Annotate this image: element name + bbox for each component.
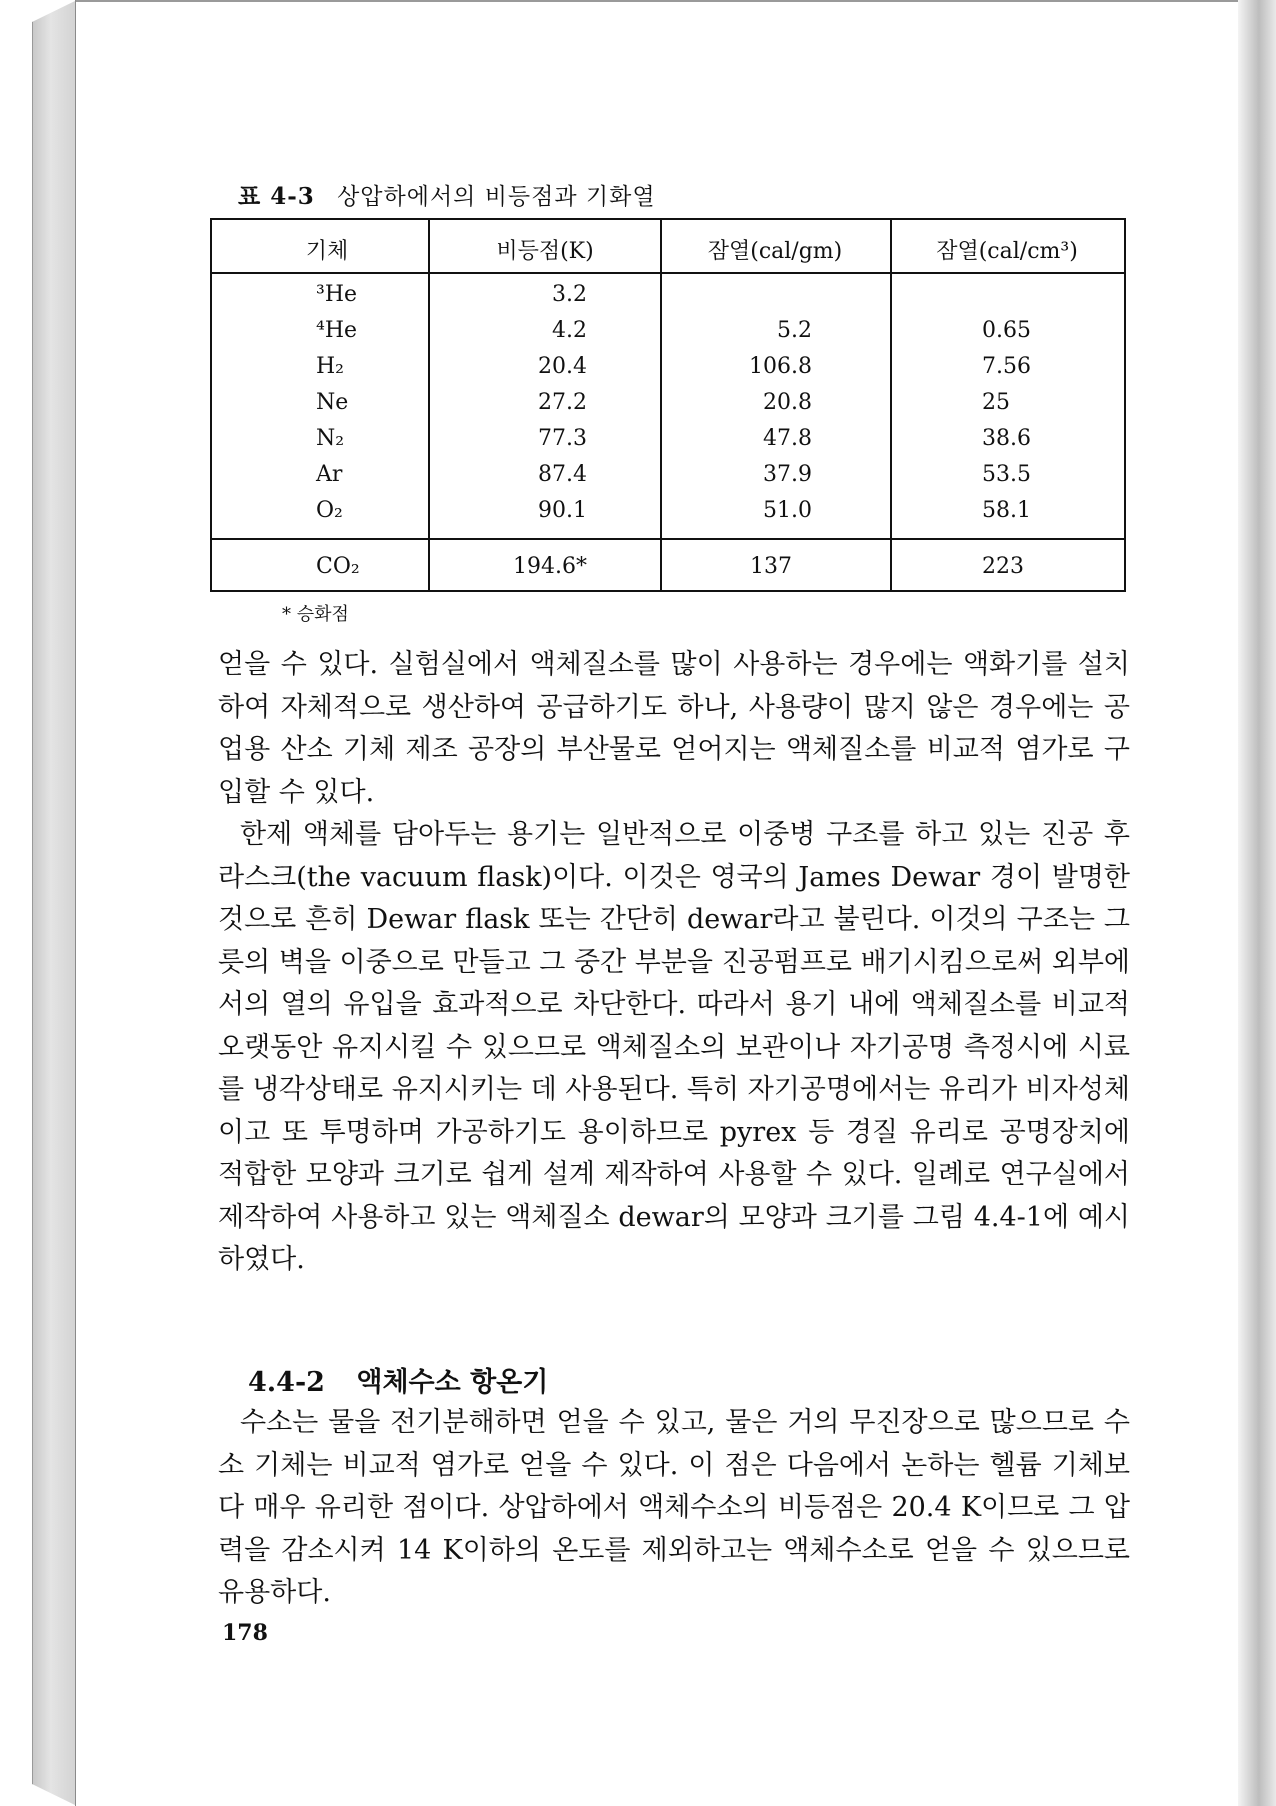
section-title: 액체수소 항온기 xyxy=(356,1367,549,1398)
latent-heat-gm-cell: 20.8 xyxy=(763,390,812,415)
section-number: 4.4-2 xyxy=(248,1367,325,1398)
book-left-edge xyxy=(32,0,77,1806)
boiling-point-cell: 87.4 xyxy=(538,462,587,487)
section-heading xyxy=(248,1360,548,1399)
table-caption xyxy=(238,178,656,211)
table-row xyxy=(212,462,1124,498)
latent-heat-gm-cell: 51.0 xyxy=(763,498,812,523)
boiling-point-cell: 20.4 xyxy=(538,354,587,379)
table-footer-divider xyxy=(212,538,1124,540)
gas-cell: ³He xyxy=(316,282,358,307)
latent-heat-cm3-cell: 25 xyxy=(982,390,1010,415)
gas-cell: CO₂ xyxy=(316,554,360,579)
gas-cell: N₂ xyxy=(316,426,345,451)
table-header-divider xyxy=(212,272,1124,274)
table-row xyxy=(212,318,1124,354)
table-row-co2 xyxy=(212,554,1124,590)
boiling-point-cell: 4.2 xyxy=(552,318,587,343)
body-text xyxy=(218,644,1130,1282)
section-body-text xyxy=(218,1402,1130,1615)
table-header-latent-heat-cm3: 잠열(cal/cm³) xyxy=(936,239,1078,264)
table-row xyxy=(212,498,1124,534)
boiling-point-table xyxy=(210,218,1126,592)
boiling-point-cell: 194.6* xyxy=(513,554,587,579)
latent-heat-cm3-cell: 7.56 xyxy=(982,354,1031,379)
latent-heat-cm3-cell: 53.5 xyxy=(982,462,1031,487)
paragraph: 한제 액체를 담아두는 용기는 일반적으로 이중병 구조를 하고 있는 진공 후라스크(the vacuum flask)이다. 이것은 영국의 James Dewar 경이 발명한 것으로 흔히 Dewar flask 또는 간단히 dewar라고 불린다. 이것의 구조는 그릇의 벽을 이중으로 만들고 그 중간 부분을 진공펌프로 배기시킴으로써 외부에서의 열의 유입을 효과적으로 차단한다. 따라서 용기 내에 액체질소를 비교적 오랫동안 유지시킬 수 있으므로 액체질소의 보관이나 자기공명 측정시에 시료를 냉각상태로 유지시키는 데 사용된다. 특히 자기공명에서는 유리가 비자성체이고 또 투명하며 가공하기도 용이하므로 pyrex 등 경질 유리로 공명장치에 적합한 모양과 크기로 쉽게 설계 제작하여 사용할 수 있다. 일례로 연구실에서 제작하여 사용하고 있는 액체질소 dewar의 모양과 크기를 그림 4.4-1에 예시하였다. xyxy=(218,819,1130,1275)
boiling-point-cell: 3.2 xyxy=(552,282,587,307)
table-row xyxy=(212,282,1124,318)
latent-heat-cm3-cell: 0.65 xyxy=(982,318,1031,343)
boiling-point-cell: 90.1 xyxy=(538,498,587,523)
gas-cell: H₂ xyxy=(316,354,345,379)
table-header-latent-heat-gm: 잠열(cal/gm) xyxy=(707,239,843,264)
gas-cell: Ar xyxy=(316,462,343,487)
table-footnote: * 승화점 xyxy=(282,604,349,625)
latent-heat-gm-cell: 137 xyxy=(750,554,792,579)
boiling-point-cell: 27.2 xyxy=(538,390,587,415)
latent-heat-gm-cell: 5.2 xyxy=(777,318,812,343)
paragraph: 수소는 물을 전기분해하면 얻을 수 있고, 물은 거의 무진장으로 많으므로 수소 기체는 비교적 염가로 얻을 수 있다. 이 점은 다음에서 논하는 헬륨 기체보다 매우 유리한 점이다. 상압하에서 액체수소의 비등점은 20.4 K이므로 그 압력을 감소시켜 14 K이하의 온도를 제외하고는 액체수소로 얻을 수 있으므로 유용하다. xyxy=(218,1407,1130,1608)
latent-heat-cm3-cell: 223 xyxy=(982,554,1024,579)
table-header-gas: 기체 xyxy=(305,239,349,264)
page-right-shadow xyxy=(1238,0,1276,1806)
latent-heat-cm3-cell: 38.6 xyxy=(982,426,1031,451)
latent-heat-cm3-cell: 58.1 xyxy=(982,498,1031,523)
latent-heat-gm-cell: 106.8 xyxy=(749,354,812,379)
gas-cell: Ne xyxy=(316,390,349,415)
boiling-point-cell: 77.3 xyxy=(538,426,587,451)
table-header-boiling-point: 비등점(K) xyxy=(496,239,594,264)
gas-cell: ⁴He xyxy=(316,318,358,343)
paragraph: 얻을 수 있다. 실험실에서 액체질소를 많이 사용하는 경우에는 액화기를 설치하여 자체적으로 생산하여 공급하기도 하나, 사용량이 많지 않은 경우에는 공업용 산소 기체 제조 공장의 부산물로 얻어지는 액체질소를 비교적 염가로 구입할 수 있다. xyxy=(218,649,1130,808)
table-row xyxy=(212,390,1124,426)
latent-heat-gm-cell: 37.9 xyxy=(763,462,812,487)
table-caption-title: 상압하에서의 비등점과 기화열 xyxy=(337,184,656,210)
table-caption-number: 표 4-3 xyxy=(238,183,315,210)
table-row xyxy=(212,354,1124,390)
page-number: 178 xyxy=(222,1620,268,1646)
gas-cell: O₂ xyxy=(316,498,343,523)
latent-heat-gm-cell: 47.8 xyxy=(763,426,812,451)
table-row xyxy=(212,426,1124,462)
